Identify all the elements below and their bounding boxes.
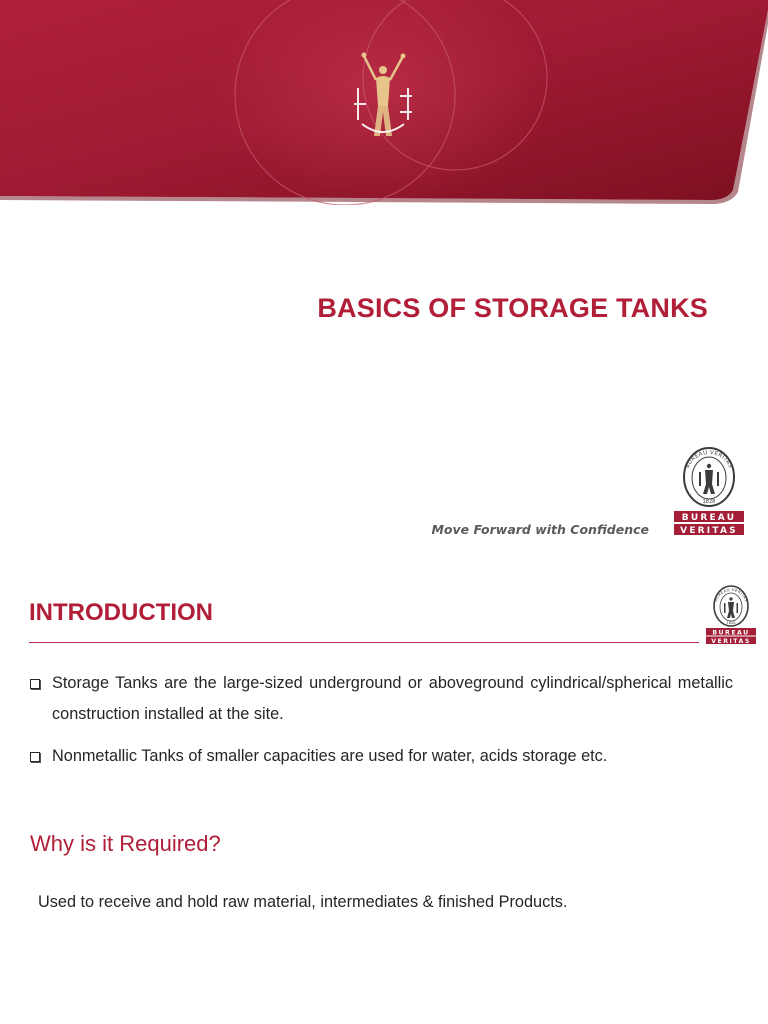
subtitle: Why is it Required? xyxy=(30,831,221,856)
bullet-text: Nonmetallic Tanks of smaller capacities are used for water, acids storage etc. xyxy=(52,747,608,765)
logo-line-1: BUREAU xyxy=(681,513,737,523)
seal-text-small: BUREAU VERITAS xyxy=(712,586,750,603)
bureau-veritas-logo-small xyxy=(705,585,757,645)
list-item xyxy=(30,668,733,730)
checkbox-bullet-icon xyxy=(30,752,40,762)
section-title: INTRODUCTION xyxy=(29,599,213,626)
title-divider xyxy=(29,642,699,643)
introduction-slide xyxy=(0,575,768,1024)
bullet-list xyxy=(30,668,733,783)
bureau-veritas-seal-icon xyxy=(713,586,750,626)
body-text: Used to receive and hold raw material, intermediates & finished Products. xyxy=(38,893,568,911)
golden-figure-icon xyxy=(352,48,414,144)
checkbox-bullet-icon xyxy=(30,679,40,689)
logo-line-2: VERITAS xyxy=(680,526,738,536)
deck-title: BASICS OF STORAGE TANKS xyxy=(317,293,708,323)
list-item xyxy=(30,741,733,772)
tagline: Move Forward with Confidence xyxy=(431,522,649,537)
seal-year: 1828 xyxy=(702,499,716,505)
logo-small-line-2: VERITAS xyxy=(711,637,751,645)
bureau-veritas-seal-icon xyxy=(684,448,734,506)
bureau-veritas-logo xyxy=(672,446,746,538)
seal-text: BUREAU VERITAS xyxy=(684,449,734,470)
bullet-text: Storage Tanks are the large-sized underground or aboveground cylindrical/spherical metallic construction installed at the site. xyxy=(52,674,733,723)
seal-year-small: 1828 xyxy=(726,621,736,625)
logo-small-line-1: BUREAU xyxy=(712,629,750,637)
